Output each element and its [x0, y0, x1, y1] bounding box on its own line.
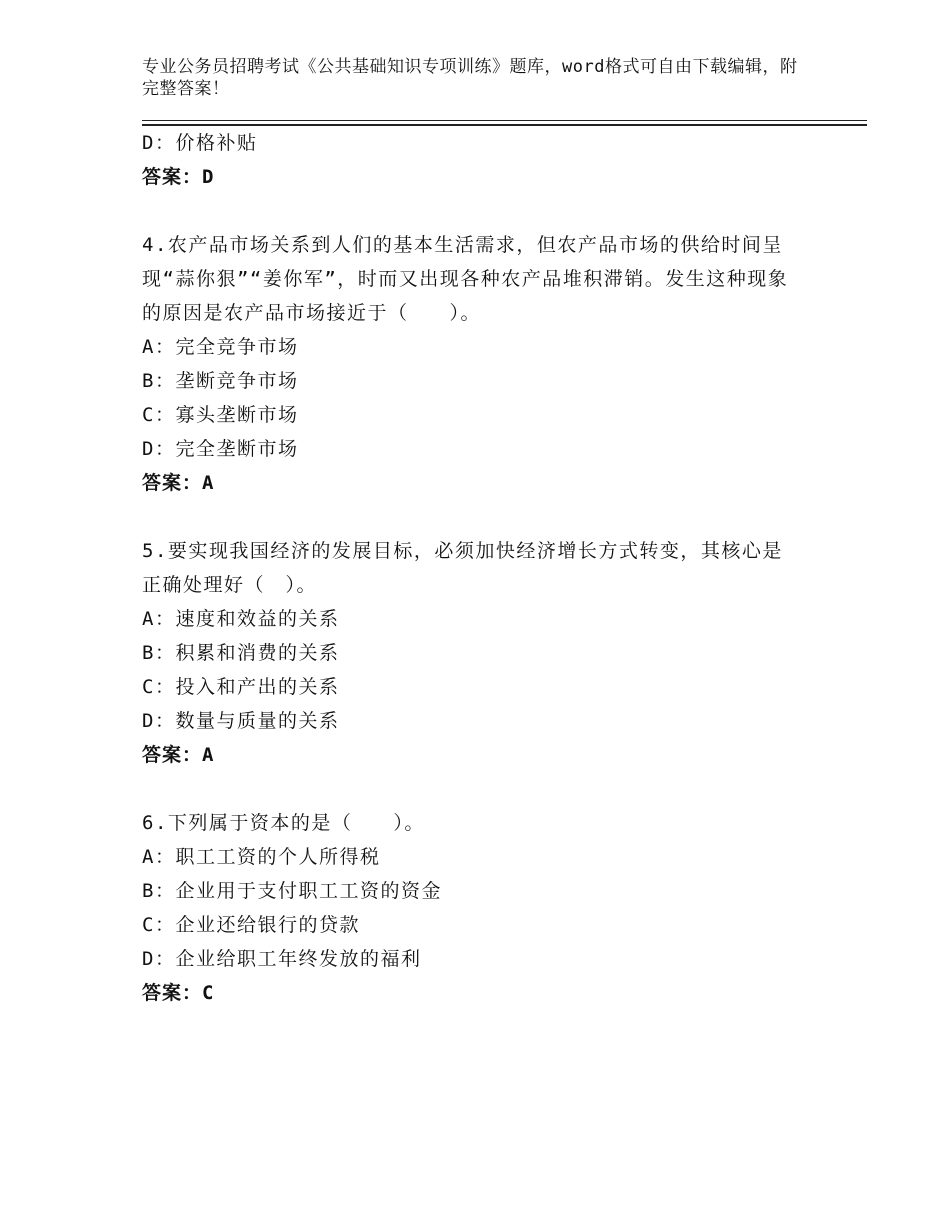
option-a: A：速度和效益的关系	[142, 608, 340, 630]
document-body	[142, 126, 802, 1010]
answer-line: 答案：A	[142, 744, 215, 766]
option-a: A：完全竞争市场	[142, 336, 299, 358]
option-b: B：企业用于支付职工工资的资金	[142, 880, 442, 902]
previous-question-fragment	[142, 126, 802, 194]
document-header: 专业公务员招聘考试《公共基础知识专项训练》题库，word格式可自由下载编辑，附完整答案！	[142, 57, 798, 99]
question-5	[142, 534, 802, 772]
option-a: A：职工工资的个人所得税	[142, 846, 381, 868]
header-divider-thin	[142, 120, 867, 121]
answer-line: 答案：C	[142, 982, 215, 1004]
option-d: D：完全垄断市场	[142, 438, 299, 460]
spacer	[142, 500, 802, 534]
option-d: D：数量与质量的关系	[142, 710, 340, 732]
option-d: D：企业给职工年终发放的福利	[142, 948, 422, 970]
option-c: C：投入和产出的关系	[142, 676, 340, 698]
answer-line: 答案：A	[142, 472, 215, 494]
option-b: B：垄断竞争市场	[142, 370, 299, 392]
spacer	[142, 772, 802, 806]
question-stem: 6.下列属于资本的是（ ）。	[142, 812, 425, 834]
answer-line: 答案：D	[142, 166, 215, 188]
question-6	[142, 806, 802, 1010]
option-c: C：寡头垄断市场	[142, 404, 299, 426]
question-stem: 4.农产品市场关系到人们的基本生活需求，但农产品市场的供给时间呈现“蒜你狠”“姜你军”，时而又出现各种农产品堆积滞销。发生这种现象的原因是农产品市场接近于（ ）。	[142, 234, 789, 324]
option-b: B：积累和消费的关系	[142, 642, 340, 664]
question-stem: 5.要实现我国经济的发展目标，必须加快经济增长方式转变，其核心是正确处理好（ ）。	[142, 540, 783, 596]
question-4	[142, 228, 802, 500]
option-d: D：价格补贴	[142, 132, 258, 154]
option-c: C：企业还给银行的贷款	[142, 914, 360, 936]
spacer	[142, 194, 802, 228]
